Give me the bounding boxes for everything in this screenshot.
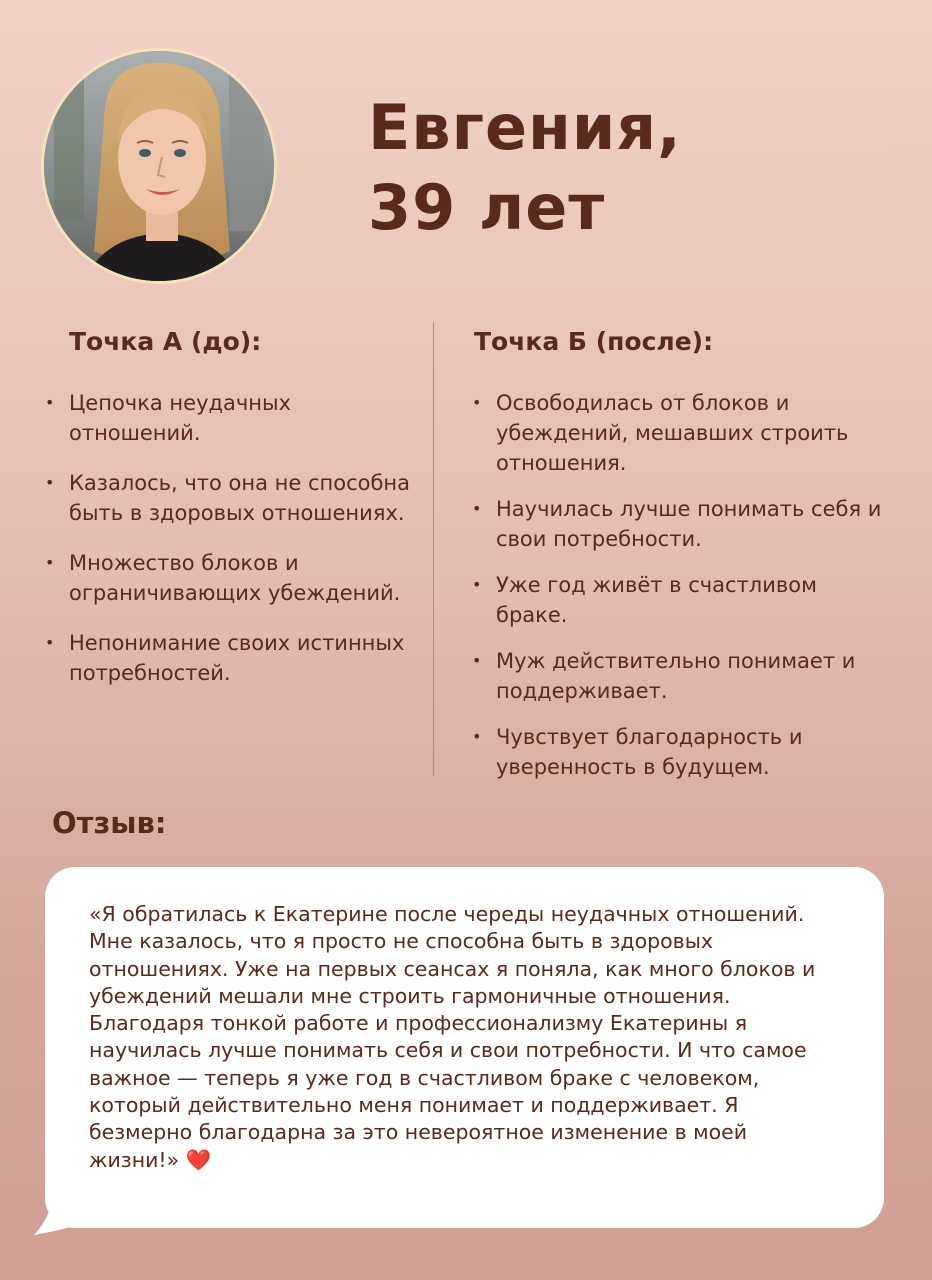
review-heading: Отзыв: xyxy=(52,806,167,840)
list-item: • Множество блоков и ограничивающих убеждений. xyxy=(45,548,415,608)
column-divider xyxy=(433,322,434,776)
point-a-heading: Точка А (до): xyxy=(69,327,262,356)
point-b-list xyxy=(472,388,892,782)
point-a-list xyxy=(45,388,415,688)
portrait-image xyxy=(44,51,274,281)
list-item: • Муж действительно понимает и поддерживает. xyxy=(472,646,892,706)
list-item: • Уже год живёт в счастливом браке. xyxy=(472,570,892,630)
point-b-heading: Точка Б (после): xyxy=(474,327,714,356)
list-item: • Цепочка неудачных отношений. xyxy=(45,388,415,448)
list-item: • Казалось, что она не способна быть в здоровых отношениях. xyxy=(45,468,415,528)
list-item: • Чувствует благодарность и уверенность в будущем. xyxy=(472,722,892,782)
list-item: • Научилась лучше понимать себя и свои потребности. xyxy=(472,494,892,554)
review-bubble xyxy=(45,867,884,1228)
list-item: • Непонимание своих истинных потребностей. xyxy=(45,628,415,688)
point-b-column xyxy=(472,322,892,798)
point-a-column xyxy=(45,322,415,708)
heart-icon: ❤️ xyxy=(185,1147,212,1172)
profile-title xyxy=(368,88,682,248)
avatar xyxy=(41,48,277,284)
review-text: «Я обратилась к Екатерине после череды неудачных отношений. Мне казалось, что я просто не способна быть в здоровых отношениях. Уже на первых сеансах я поняла, как много блоков и убеждений мешали мне строить гармоничные отношения. Благодаря тонкой работе и профессионализму Екатерины я научилась лучше понимать себя и свои потребности. И что самое важное — теперь я уже год в счастливом браке с человеком, который действительно меня понимает и поддерживает. Я безмерно благодарна за это невероятное изменение в моей жизни!» xyxy=(89,902,816,1172)
profile-name: Евгения, xyxy=(368,91,682,164)
profile-age: 39 лет xyxy=(368,171,606,244)
review-text-block xyxy=(89,901,836,1174)
list-item: • Освободилась от блоков и убеждений, мешавших строить отношения. xyxy=(472,388,892,478)
